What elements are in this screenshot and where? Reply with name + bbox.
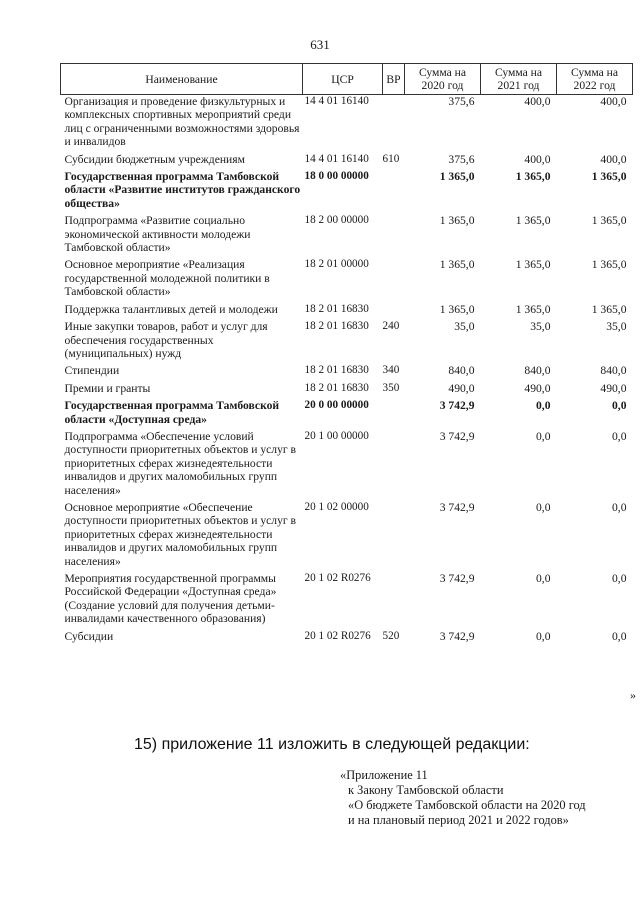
table-header-row: [61, 64, 633, 95]
row-vr: 520: [382, 629, 400, 642]
row-name: Иные закупки товаров, работ и услуг для обеспечения государственных (муниципальных) нужд: [64, 320, 268, 360]
row-2021: 0,0: [536, 500, 551, 514]
row-2020: 1 365,0: [439, 170, 475, 184]
row-name: Мероприятия государственной программы Российской Федерации «Доступная среда» (Создание условий для получения детьми-инвалидами качественного образования): [64, 572, 277, 626]
table-row: [61, 572, 633, 630]
header-2022: Сумма на 2022 год: [557, 64, 633, 95]
row-2022: 400,0: [600, 95, 627, 108]
row-2020: 35,0: [454, 320, 475, 334]
row-vr: [383, 303, 405, 320]
row-vr: 240: [382, 320, 400, 333]
table-row: [61, 430, 633, 501]
row-2020: 1 365,0: [439, 258, 475, 272]
row-2021: 840,0: [524, 364, 551, 378]
row-2021: 0,0: [536, 399, 551, 413]
row-name: Государственная программа Тамбовской области «Развитие институтов гражданского общества»: [64, 170, 301, 210]
row-2020: 1 365,0: [439, 302, 475, 316]
row-vr: 610: [382, 152, 400, 165]
header-2021: Сумма на 2021 год: [481, 64, 557, 95]
row-2020: 3 742,9: [439, 399, 475, 413]
header-2020: Сумма на 2020 год: [405, 64, 481, 95]
row-2022: 0,0: [612, 429, 627, 443]
budget-table: [60, 63, 633, 643]
row-2022: 1 365,0: [591, 258, 627, 272]
row-2021: 35,0: [530, 320, 551, 334]
instruction-paragraph: 15) приложение 11 изложить в следующей редакции:: [134, 736, 530, 753]
table-row: [61, 320, 633, 364]
appendix-line: и на плановый период 2021 и 2022 годов»: [348, 813, 569, 827]
row-2022: 0,0: [612, 572, 627, 585]
row-vr: [383, 258, 405, 302]
header-vr: ВР: [383, 64, 405, 95]
row-name: Основное мероприятие «Обеспечение доступности приоритетных объектов и услуг в приоритетных сферах жизнедеятельности инвалидов и других маломобильных групп населения»: [64, 500, 296, 568]
row-name: Субсидии бюджетным учреждениям: [64, 152, 245, 166]
page-number: 631: [310, 37, 330, 52]
row-vr: [383, 572, 405, 630]
row-2021: 0,0: [536, 429, 551, 443]
table-row: [61, 630, 633, 643]
row-vr: [383, 501, 405, 572]
row-csr: 14 4 01 16140: [304, 95, 369, 107]
row-2021: 0,0: [536, 572, 551, 585]
header-csr: ЦСР: [303, 64, 383, 95]
row-name: Подпрограмма «Обеспечение условий доступности приоритетных объектов и услуг в приоритетных сферах жизнедеятельности инвалидов и других маломобильных групп населения»: [64, 429, 296, 497]
row-name: Организация и проведение физкультурных и комплексных спортивных мероприятий среди лиц с ограниченными возможностями здоровья и инвалидов: [64, 95, 300, 149]
row-vr: 350: [382, 381, 400, 394]
table-row: [61, 303, 633, 320]
appendix-header: [340, 768, 586, 828]
row-2021: 400,0: [524, 95, 551, 108]
row-2020: 375,6: [448, 152, 475, 166]
table-row: [61, 399, 633, 430]
row-csr: 18 2 01 16830: [304, 320, 369, 333]
row-2022: 1 365,0: [591, 214, 627, 228]
row-csr: 18 2 00 00000: [304, 214, 369, 227]
row-2021: 400,0: [524, 152, 551, 166]
row-2021: 1 365,0: [515, 302, 551, 316]
row-vr: [383, 430, 405, 501]
row-name: Стипендии: [64, 364, 120, 378]
row-csr: 20 1 02 00000: [304, 500, 369, 513]
appendix-line: «Приложение 11: [340, 768, 428, 782]
row-2020: 375,6: [448, 95, 475, 108]
row-2020: 1 365,0: [439, 214, 475, 228]
row-csr: 20 1 02 R0276: [304, 629, 371, 642]
row-2021: 0,0: [536, 629, 551, 643]
row-2022: 1 365,0: [591, 302, 627, 316]
row-csr: 20 1 02 R0276: [304, 572, 371, 584]
row-2022: 0,0: [612, 399, 627, 413]
row-2022: 1 365,0: [591, 170, 627, 184]
table-row: [61, 214, 633, 258]
row-2022: 840,0: [600, 364, 627, 378]
row-2020: 490,0: [448, 381, 475, 395]
row-csr: 18 2 01 00000: [304, 258, 369, 271]
row-2022: 35,0: [606, 320, 627, 334]
row-vr: [383, 170, 405, 214]
row-csr: 18 2 01 16830: [304, 364, 369, 377]
row-2020: 3 742,9: [439, 572, 475, 585]
row-csr: 20 0 00 00000: [304, 399, 369, 412]
row-2022: 490,0: [600, 381, 627, 395]
row-2022: 400,0: [600, 152, 627, 166]
row-csr: 20 1 00 00000: [304, 429, 369, 442]
row-2020: 3 742,9: [439, 429, 475, 443]
row-2022: 0,0: [612, 500, 627, 514]
table-row: [61, 364, 633, 381]
header-name: Наименование: [61, 64, 303, 95]
row-2021: 490,0: [524, 381, 551, 395]
table-row: [61, 95, 633, 153]
row-2022: 0,0: [612, 629, 627, 643]
row-2021: 1 365,0: [515, 214, 551, 228]
table-row: [61, 153, 633, 170]
table-row: [61, 170, 633, 214]
row-name: Поддержка талантливых детей и молодежи: [64, 302, 278, 316]
row-vr: [383, 214, 405, 258]
row-csr: 18 2 01 16830: [304, 302, 369, 315]
appendix-line: «О бюджете Тамбовской области на 2020 год: [348, 798, 586, 812]
table-row: [61, 258, 633, 302]
row-name: Премии и гранты: [64, 381, 151, 395]
row-name: Основное мероприятие «Реализация государственной молодежной политики в Тамбовской области»: [64, 258, 270, 299]
row-2020: 3 742,9: [439, 629, 475, 643]
row-name: Государственная программа Тамбовской области «Доступная среда»: [64, 399, 280, 426]
row-csr: 14 4 01 16140: [304, 152, 369, 165]
row-2020: 840,0: [448, 364, 475, 378]
row-2020: 3 742,9: [439, 500, 475, 514]
table-row: [61, 382, 633, 399]
row-vr: 340: [382, 364, 400, 377]
row-csr: 18 0 00 00000: [304, 170, 369, 183]
row-2021: 1 365,0: [515, 258, 551, 272]
row-csr: 18 2 01 16830: [304, 381, 369, 394]
appendix-line: к Закону Тамбовской области: [348, 783, 504, 797]
row-name: Субсидии: [64, 629, 114, 643]
row-vr: [383, 399, 405, 430]
row-vr: [383, 95, 405, 153]
row-2021: 1 365,0: [515, 170, 551, 184]
closing-quote: »: [630, 688, 636, 702]
row-name: Подпрограмма «Развитие социально экономической активности молодежи Тамбовской области»: [64, 214, 251, 255]
table-row: [61, 501, 633, 572]
